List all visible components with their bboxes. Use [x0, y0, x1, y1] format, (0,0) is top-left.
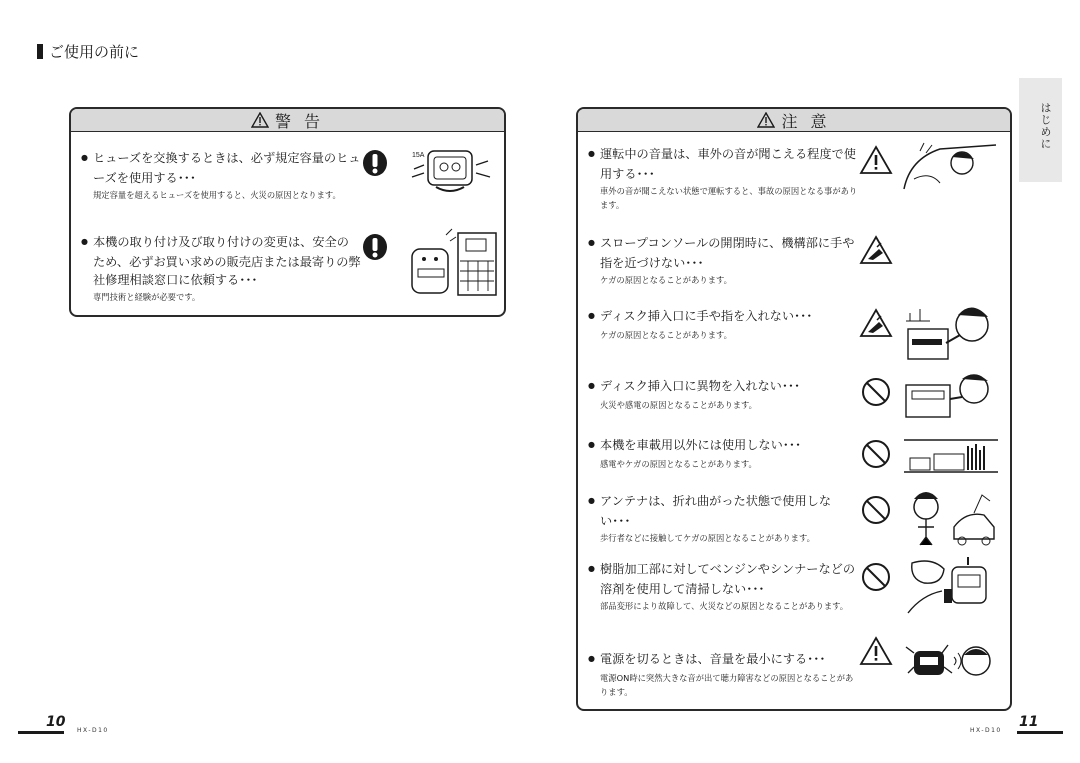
model-label-left: HX-D10 [77, 727, 109, 734]
warning-item-note: 規定容量を超えるヒューズを使用すると、火災の原因となります。 [93, 190, 341, 200]
foreign-object-illustration [900, 369, 1000, 424]
caution-item-main: ● アンテナは、折れ曲がった状態で使用しない･･･ [588, 492, 860, 530]
home-use-illustration [902, 436, 1000, 476]
loud-sound-illustration [902, 633, 1000, 691]
caution-item [588, 145, 860, 212]
caution-header [578, 109, 1010, 132]
page-rule-left [18, 731, 64, 734]
caution-triangle-icon [859, 636, 893, 666]
prohibition-icon [861, 377, 891, 407]
caution-item-note: ケガの原因となることがあります。 [600, 330, 732, 340]
caution-item-main: ● 本機を車載用以外には使用しない･･･ [588, 436, 860, 456]
page-rule-right [1017, 731, 1063, 734]
caution-item-note: ケガの原因となることがあります。 [600, 275, 732, 285]
caution-triangle-icon [757, 112, 775, 128]
warning-item-main: ● ヒューズを交換するときは、必ず規定容量のヒューズを使用する･･･ [81, 149, 361, 187]
caution-item-note: 歩行者などに接触してケガの原因となることがあります。 [600, 533, 815, 543]
antenna-illustration [902, 487, 1000, 549]
caution-item-main: ● 樹脂加工部に対してベンジンやシンナーなどの溶剤を使用して清掃しない･･･ [588, 560, 860, 598]
caution-item-main: ● ディスク挿入口に異物を入れない･･･ [588, 377, 860, 397]
side-tab-label: はじめに [1039, 102, 1052, 150]
caution-triangle-icon [859, 145, 893, 175]
caution-item [588, 436, 860, 471]
caution-item [588, 234, 860, 287]
prohibition-icon [861, 439, 891, 469]
page-number-right: 11 [1019, 714, 1039, 730]
warning-item-main: ● 本機の取り付け及び取り付けの変更は、安全のため、必ずお買い求めの販売店または最寄りの弊社修理相談窓口に依頼する･･･ [81, 233, 361, 289]
caution-item [588, 307, 860, 342]
caution-title: 注 意 [781, 111, 831, 131]
caution-box [576, 107, 1012, 711]
hand-pinch-caution-icon [859, 235, 893, 265]
warning-triangle-icon [251, 112, 269, 128]
driver-illustration [900, 139, 1000, 194]
warning-box [69, 107, 506, 317]
service-illustration [406, 227, 501, 302]
warning-title: 警 告 [274, 111, 325, 131]
title-bar-marker [37, 44, 43, 59]
exclamation-icon [362, 233, 388, 261]
caution-item-main: ● ディスク挿入口に手や指を入れない･･･ [588, 307, 860, 327]
caution-item [588, 377, 860, 412]
hand-pinch-caution-icon [859, 308, 893, 338]
caution-item-note: 部品変形により故障して、火災などの原因となることがあります。 [600, 601, 849, 611]
model-label-right: HX-D10 [970, 727, 1002, 734]
caution-item-main: ● 運転中の音量は、車外の音が聞こえる程度で使用する･･･ [588, 145, 860, 183]
caution-item [588, 650, 860, 699]
caution-item-note: 感電やケガの原因となることがあります。 [600, 459, 757, 469]
warning-item [81, 149, 361, 202]
page-number-left: 10 [46, 714, 66, 730]
caution-item-main: ● スロープコンソールの開閉時に、機構部に手や指を近づけない･･･ [588, 234, 860, 272]
fuse-illustration [406, 143, 496, 198]
prohibition-icon [861, 495, 891, 525]
caution-item-note: 火災や感電の原因となることがあります。 [600, 400, 757, 410]
caution-item-note: 電源ON時に突然大きな音が出て聴力障害などの原因となることがあります。 [600, 673, 854, 697]
disc-slot-illustration [900, 299, 1000, 369]
caution-item-note: 車外の音が聞こえない状態で運転すると、事故の原因となる事があります。 [600, 186, 858, 210]
warning-item [81, 233, 361, 304]
exclamation-icon [362, 149, 388, 177]
cleaning-illustration [902, 555, 1000, 615]
caution-item-main: ● 電源を切るときは、音量を最小にする･･･ [588, 650, 860, 670]
warning-item-note: 専門技術と経験が必要です。 [93, 292, 201, 302]
prohibition-icon [861, 562, 891, 592]
section-title-text: ご使用の前に [49, 43, 140, 61]
caution-item [588, 560, 860, 613]
caution-item [588, 492, 860, 545]
warning-header [71, 109, 504, 132]
section-title [37, 41, 139, 62]
fuse-label: 15A [412, 152, 425, 159]
